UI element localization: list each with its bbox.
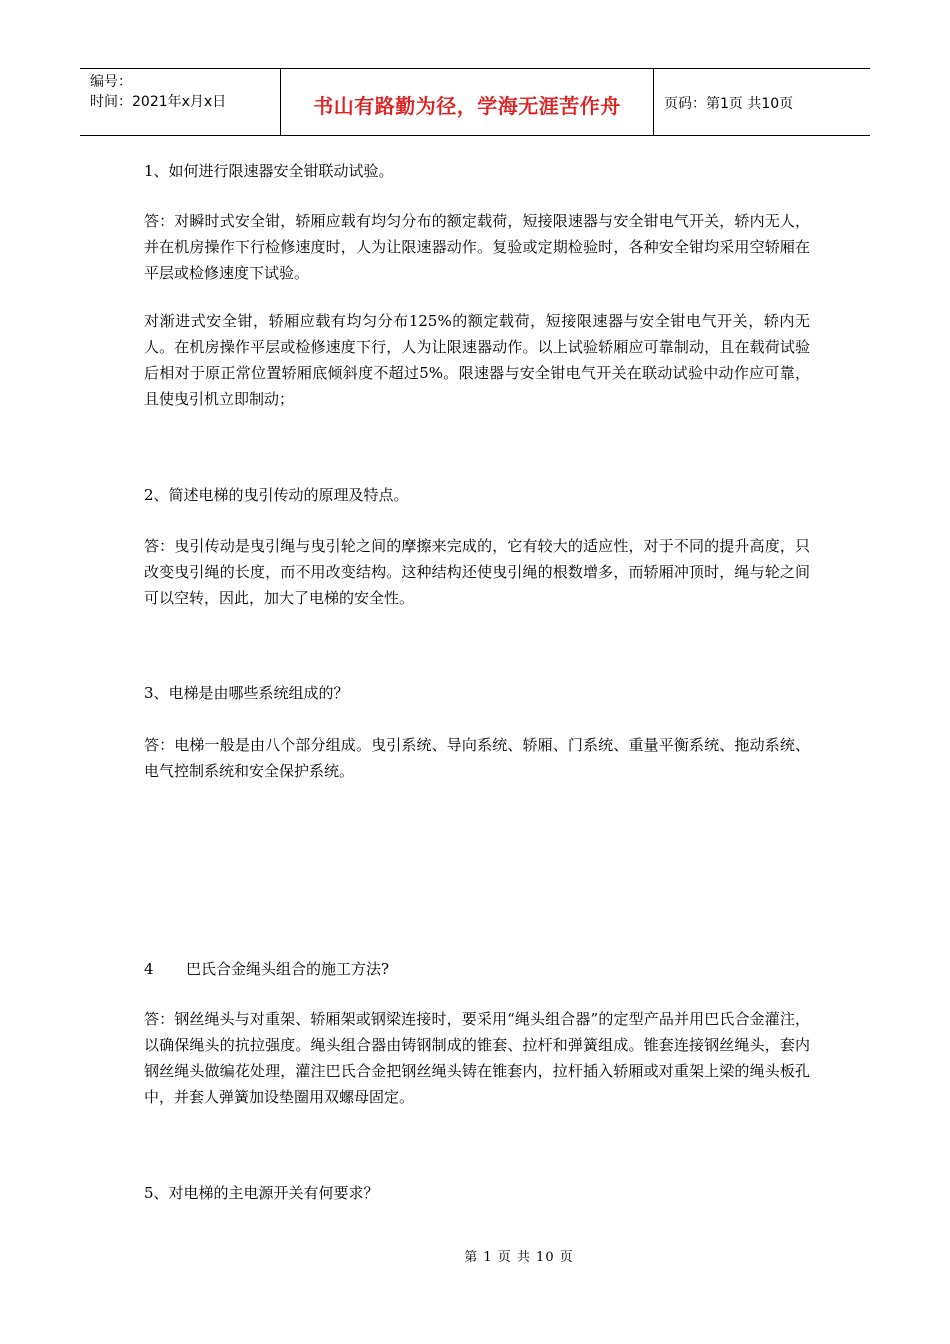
question-1: 1、如何进行限速器安全钳联动试验。 — [144, 162, 394, 180]
footer-page-number: 第 1 页 共 10 页 — [464, 1250, 574, 1265]
question-2: 2、简述电梯的曳引传动的原理及特点。 — [144, 486, 409, 504]
answer-2: 答：曳引传动是曳引绳与曳引轮之间的摩擦来完成的，它有较大的适应性，对于不同的提升高度，只改变曳引绳的长度，而不用改变结构。这种结构还使曳引绳的根数增多，而轿厢冲顶时，绳与轮之间可以空转，因此，加大了电梯的安全性。 — [144, 537, 810, 607]
question-4 — [144, 956, 389, 982]
code-label: 编号： — [90, 74, 132, 90]
question-4-number: 4 — [144, 960, 154, 978]
question-5: 5、对电梯的主电源开关有何要求？ — [144, 1184, 379, 1202]
document-header — [80, 68, 870, 136]
header-motto: 书山有路勤为径，学海无涯苦作舟 — [281, 69, 654, 135]
answer-4: 答：钢丝绳头与对重架、轿厢架或钢梁连接时，要采用“绳头组合器”的定型产品并用巴氏合金灌注，以确保绳头的抗拉强度。绳头组合器由铸钢制成的锥套、拉杆和弹簧组成。锥套连接钢丝绳头，套内钢丝绳头做编花处理，灌注巴氏合金把钢丝绳头铸在锥套内，拉杆插入轿厢或对重架上梁的绳头板孔中，并套人弹簧加设垫圈用双螺母固定。 — [144, 1010, 810, 1106]
answer-3: 答：电梯一般是由八个部分组成。曳引系统、导向系统、轿厢、门系统、重量平衡系统、拖动系统、电气控制系统和安全保护系统。 — [144, 736, 810, 780]
header-page-info: 页码：第1页 共10页 — [664, 96, 794, 112]
header-meta-cell — [80, 69, 281, 135]
question-3: 3、电梯是由哪些系统组成的？ — [144, 684, 349, 702]
page-footer — [0, 1246, 950, 1265]
answer-1-paragraph-1: 答：对瞬时式安全钳，轿厢应载有均匀分布的额定载荷，短接限速器与安全钳电气开关，轿内无人，并在机房操作下行检修速度时，人为让限速器动作。复验或定期检验时，各种安全钳均采用空轿厢在平层或检修速度下试验。 — [144, 212, 810, 282]
date-label: 时间：2021年x月x日 — [90, 94, 227, 110]
question-4-text: 巴氏合金绳头组合的施工方法? — [186, 960, 390, 978]
answer-1-paragraph-2: 对渐进式安全钳，轿厢应载有均匀分布125%的额定载荷，短接限速器与安全钳电气开关，轿内无人。在机房操作平层或检修速度下行，人为让限速器动作。以上试验轿厢应可靠制动，且在载荷试验后相对于原正常位置轿厢底倾斜度不超过5%。限速器与安全钳电气开关在联动试验中动作应可靠，且使曳引机立即制动； — [144, 312, 810, 408]
